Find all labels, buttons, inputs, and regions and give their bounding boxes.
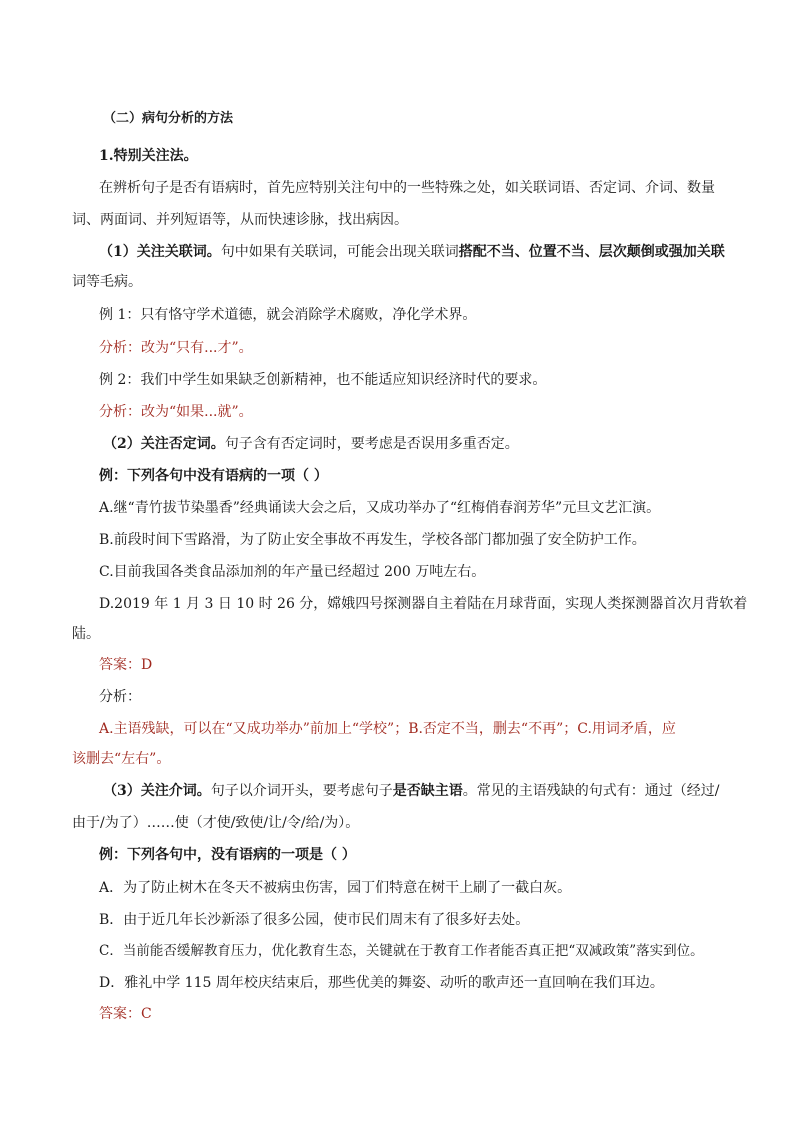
point2-option-c: C.目前我国各类食品添加剂的年产量已经超过 200 万吨左右。: [99, 564, 486, 580]
method-title: 1.特别关注法。: [99, 148, 198, 164]
point2-text: 句子含有否定词时，要考虑是否误用多重否定。: [224, 436, 519, 452]
example-1: 例 1：只有恪守学术道德，就会消除学术腐败，净化学术界。: [99, 307, 477, 323]
section-title: （二）病句分析的方法: [103, 111, 234, 126]
point2-answer: 答案：D: [99, 657, 153, 673]
intro-line-1: 在辨析句子是否有语病时，首先应特别关注句中的一些特殊之处，如关联词语、否定词、介词、数量: [99, 180, 715, 196]
intro-line-2: 词、两面词、并列短语等，从而快速诊脉，找出病因。: [72, 212, 408, 228]
point3-option-c: C．当前能否缓解教育压力，优化教育生态，关键就在于教育工作者能否真正把“双减政策”落实到位。: [99, 943, 704, 959]
point1-label: （1）关注关联词。: [99, 244, 221, 260]
point3-answer: 答案：C: [99, 1006, 152, 1022]
point3-text-c: 。常见的主语残缺的句式有：通过（经过/: [462, 783, 720, 799]
point1-line-2: 词等毛病。: [72, 274, 142, 290]
point2-analysis-label: 分析：: [99, 689, 141, 705]
point1-text-b: 搭配不当、位置不当、层次颠倒或强加关联: [458, 244, 725, 260]
analysis-2: 分析：改为“如果...就”。: [99, 404, 253, 420]
point2-question: 例：下列各句中没有语病的一项（ ）: [99, 468, 328, 484]
point3-label: （3）关注介词。: [103, 783, 211, 799]
point2-label: （2）关注否定词。: [103, 436, 225, 452]
point3-option-d: D．雅礼中学 115 周年校庆结束后，那些优美的舞姿、动听的歌声还一直回响在我们耳边。: [99, 975, 664, 991]
point3-question: 例：下列各句中，没有语病的一项是（ ）: [99, 847, 356, 863]
point2-option-b: B.前段时间下雪路滑，为了防止安全事故不再发生，学校各部门都加强了安全防护工作。: [99, 532, 646, 548]
point1-line-1: [99, 242, 794, 262]
point2-analysis-line-1: A.主语残缺，可以在“又成功举办”前加上“学校”；B.否定不当，删去“不再”；C.用词矛盾，应: [99, 721, 676, 737]
point2-option-d: D.2019 年 1 月 3 日 10 时 26 分，嫦娥四号探测器自主着陆在月球背面，实现人类探测器首次月背软着: [99, 596, 748, 612]
example-2: 例 2：我们中学生如果缺乏创新精神，也不能适应知识经济时代的要求。: [99, 372, 547, 388]
point2-line: [103, 434, 794, 454]
point1-text-a: 句中如果有关联词，可能会出现关联词: [220, 244, 459, 260]
point2-option-d-cont: 陆。: [72, 626, 100, 642]
point3-text-a: 句子以介词开头，要考虑句子: [210, 783, 393, 799]
point3-line-1: [103, 781, 794, 801]
point3-option-a: A．为了防止树木在冬天不被病虫伤害，园丁们特意在树干上刷了一截白灰。: [99, 880, 572, 896]
point3-text-b: 是否缺主语: [392, 783, 463, 799]
analysis-1: 分析：改为“只有...才”。: [99, 340, 253, 356]
point3-option-b: B．由于近几年长沙新添了很多公园，使市民们周末有了很多好去处。: [99, 912, 530, 928]
point2-analysis-line-2: 该删去“左右”。: [72, 751, 171, 767]
point3-line-2: 由于/为了）……使（才使/致使/让/令/给/为）。: [72, 815, 360, 831]
point2-option-a: A.继“青竹拔节染墨香”经典诵读大会之后，又成功举办了“红梅俏春润芳华”元旦文艺汇演。: [99, 500, 661, 516]
